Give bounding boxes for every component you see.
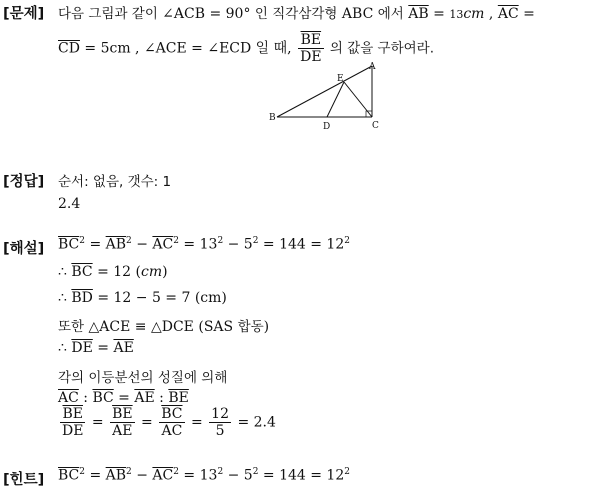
solution-step-6: 각의 이등분선의 성질에 의해 — [58, 370, 228, 386]
answer-label: [정답] — [3, 174, 45, 190]
answer-value: 2.4 — [58, 196, 81, 212]
solution-step-4: 또한 △ACE ≡ △DCE (SAS 합동) — [58, 319, 270, 335]
point-c-label: C — [372, 121, 379, 131]
solution-step-1: $\overline{BC}^2 = \overline{AB}^2 - \overline{AC}^2 = 13^2 - 5^2 = 144 = 12^2$ — [58, 236, 350, 253]
solution-step-7: $\overline{AC}$ : $\overline{BC} = \overline{AE}$ : $\overline{BE}$ — [58, 390, 189, 406]
solution-step-3: ∴ $\overline{BD} = 12 - 5 = 7$ (cm) — [58, 290, 227, 306]
solution-step-2: ∴ $\overline{BC} = 12$ (cm) — [58, 264, 168, 280]
answer-meta: 순서: 없음, 갯수: 1 — [58, 174, 172, 190]
solution-step-5: ∴ $\overline{DE} = \overline{AE}$ — [58, 340, 134, 356]
point-a-label: A — [369, 62, 376, 72]
point-d-label: D — [323, 122, 331, 132]
hint-label: [힌트] — [3, 472, 45, 488]
segment-cd: $\overline{CD}$ — [58, 40, 80, 57]
point-b-label: B — [269, 113, 276, 123]
point-e-label: E — [337, 74, 344, 84]
solution-label: [해설] — [3, 241, 45, 257]
be-over-de-fraction: $\frac{\overline{BE}}{DE}$ — [300, 32, 322, 65]
hint-line-1: $\overline{BC}^2 = \overline{AB}^2 - \overline{AC}^2 = 13^2 - 5^2 = 144 = 12^2$ — [58, 467, 350, 484]
problem-line-1: 다음 그림과 같이 ∠ACB = 90° 인 직각삼각형 ABC 에서 $\overline{AB} = 13cm$ , $\overline{AC}$ = — [58, 6, 535, 22]
triangle-figure — [265, 58, 395, 136]
solution-step-8: $\frac{\overline{BE}}{DE}$ = $\frac{\overline{BE}}{AE}$ = $\frac{\overline{BC}}{AC}$ = $\frac{12}{5}$ = 2.4 — [62, 406, 276, 439]
problem-label: [문제] — [3, 6, 45, 22]
problem-line-2: $\overline{CD} = 5cm$ , ∠ACE = ∠ECD 일 때, $\frac{\overline{BE}}{DE}$ 의 값을 구하여라. — [58, 32, 434, 65]
